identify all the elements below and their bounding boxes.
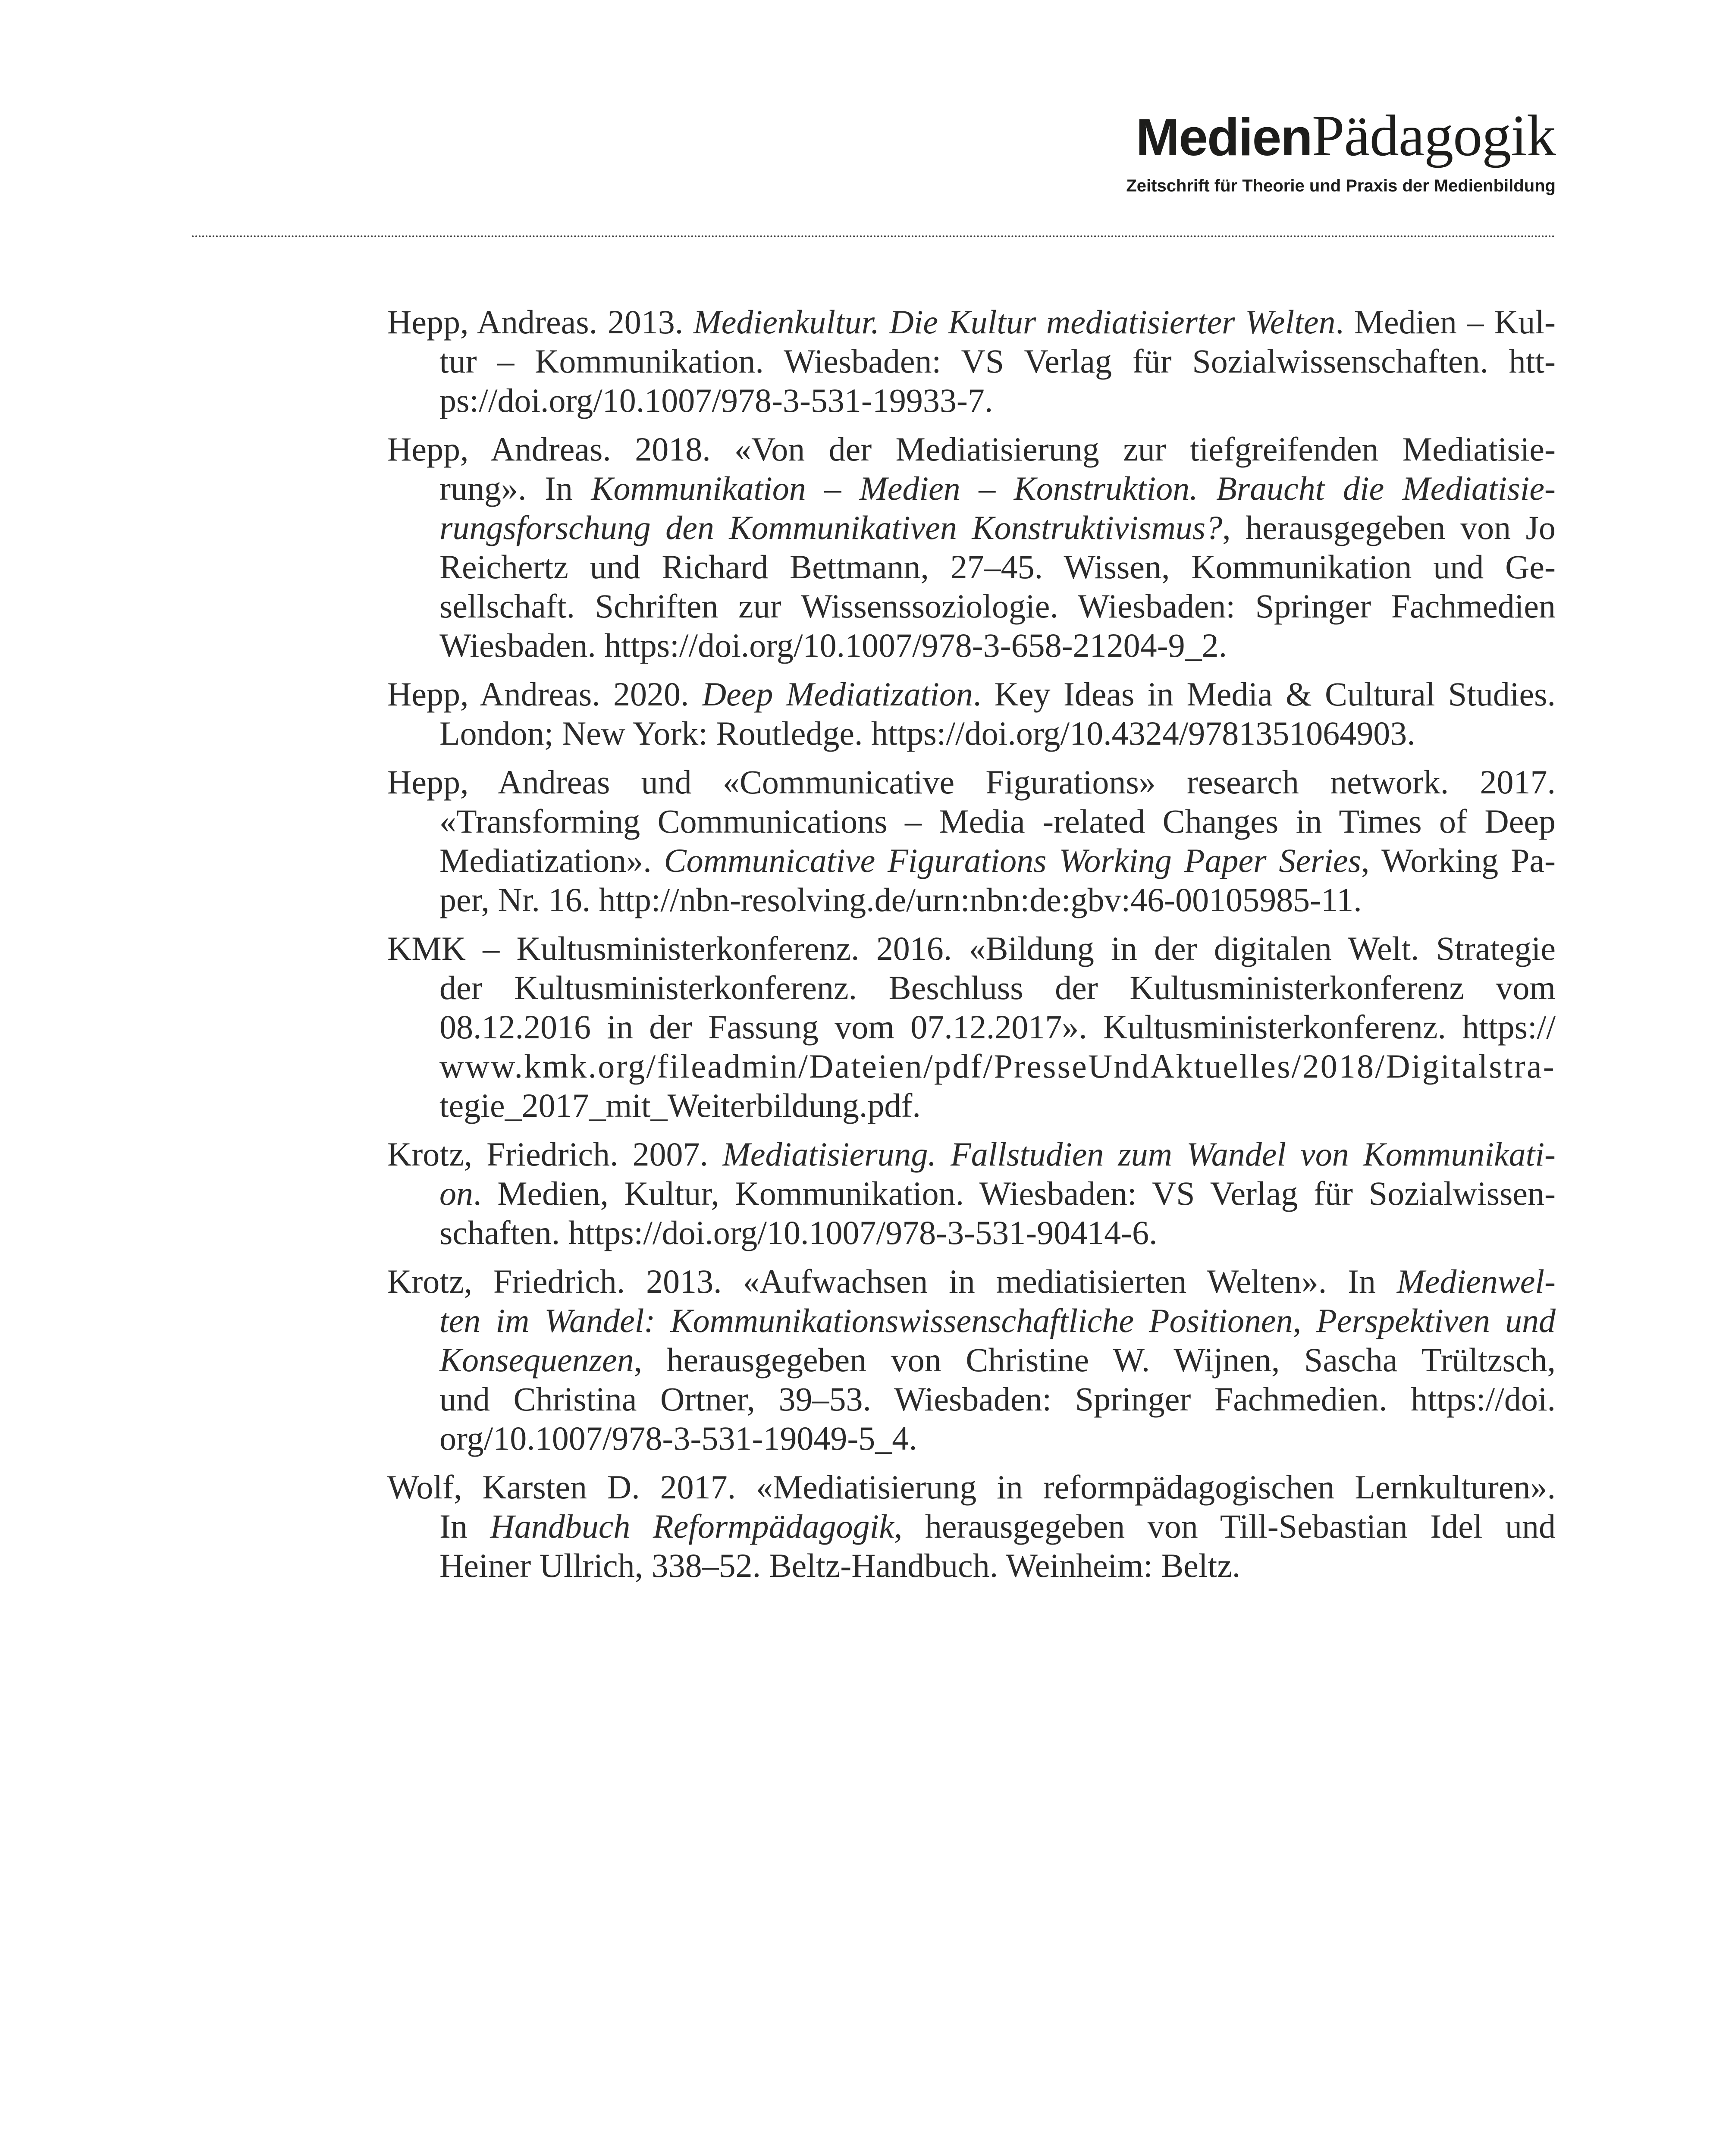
reference-text: Hepp, Andreas. 2020. bbox=[387, 675, 702, 713]
reference-text: und Christina Ortner, 39–53. Wiesbaden: Springer Fachmedien. https://doi. bbox=[439, 1380, 1556, 1418]
reference-title: Mediatisierung. Fallstudien zum Wandel von Kommunikati- bbox=[722, 1135, 1556, 1173]
reference-text: London; New York: Routledge. https://doi.org/10.4324/9781351064903. bbox=[439, 714, 1415, 752]
reference-line bbox=[387, 880, 1556, 919]
reference-line bbox=[387, 1301, 1556, 1340]
reference-line-text bbox=[387, 675, 1556, 713]
reference-line bbox=[387, 586, 1556, 626]
reference-text: Mediatization». bbox=[439, 842, 664, 879]
reference-line-text bbox=[387, 930, 1556, 967]
reference-line-text bbox=[387, 303, 1556, 341]
reference-text: Wolf, Karsten D. 2017. «Mediatisierung in reformpädagogischen Lernkulturen». bbox=[387, 1468, 1556, 1506]
reference-text: org/10.1007/978-3-531-19049-5_4. bbox=[439, 1420, 917, 1457]
reference-title: ten im Wandel: Kommunikationswissenschaftliche Positionen, Perspektiven und bbox=[439, 1302, 1556, 1339]
reference-line-text bbox=[439, 1214, 1158, 1251]
reference-line-text bbox=[439, 1302, 1556, 1339]
reference-title: Communicative Figurations Working Paper Series bbox=[664, 842, 1362, 879]
reference-text: tegie_2017_mit_Weiterbildung.pdf. bbox=[439, 1087, 921, 1124]
reference-line-text bbox=[439, 587, 1556, 625]
reference-line-text bbox=[439, 470, 1556, 507]
reference-line bbox=[387, 674, 1556, 714]
reference-text: . Medien – Kul- bbox=[1335, 303, 1556, 341]
reference-text: . Medien, Kultur, Kommunikation. Wiesbaden: VS Verlag für Sozialwissen- bbox=[473, 1175, 1556, 1212]
reference-line-text bbox=[387, 1263, 1556, 1300]
reference-text: ps://doi.org/10.1007/978-3-531-19933-7. bbox=[439, 382, 993, 419]
reference-title: rungsforschung den Kommunikativen Konstruktivismus? bbox=[439, 509, 1223, 546]
reference-line bbox=[387, 1340, 1556, 1379]
reference-line bbox=[387, 1174, 1556, 1213]
reference-line-text bbox=[439, 1547, 1240, 1584]
reference-entry bbox=[387, 429, 1556, 665]
reference-line-text bbox=[439, 382, 993, 419]
reference-line-text bbox=[439, 1175, 1556, 1212]
reference-text: Heiner Ullrich, 338–52. Beltz-Handbuch. Weinheim: Beltz. bbox=[439, 1547, 1241, 1584]
reference-list bbox=[387, 302, 1556, 1595]
reference-text: «Transforming Communications – Media -related Changes in Times of Deep bbox=[439, 802, 1556, 840]
reference-line bbox=[387, 342, 1556, 381]
reference-line bbox=[387, 1546, 1556, 1585]
reference-title: Medienwel- bbox=[1396, 1263, 1556, 1300]
reference-title: on bbox=[439, 1175, 473, 1212]
reference-line bbox=[387, 841, 1556, 880]
reference-line bbox=[387, 714, 1556, 753]
reference-line-text bbox=[439, 1420, 917, 1457]
reference-line-text bbox=[439, 1507, 1556, 1545]
reference-text: In bbox=[439, 1507, 490, 1545]
reference-entry bbox=[387, 1134, 1556, 1252]
reference-line-text bbox=[439, 714, 1415, 752]
reference-line bbox=[387, 547, 1556, 586]
reference-line-text bbox=[439, 969, 1556, 1006]
reference-line bbox=[387, 1007, 1556, 1047]
reference-entry bbox=[387, 929, 1556, 1125]
reference-line bbox=[387, 381, 1556, 420]
logo-wordmark-bold: Medien bbox=[1136, 108, 1312, 166]
logo-wordmark-serif: Pädagogik bbox=[1312, 103, 1556, 168]
reference-line-text bbox=[439, 802, 1556, 840]
reference-text: . Key Ideas in Media & Cultural Studies. bbox=[973, 675, 1556, 713]
reference-title: Medienkultur. Die Kultur mediatisierter Welten bbox=[693, 303, 1336, 341]
reference-text: Krotz, Friedrich. 2007. bbox=[387, 1135, 722, 1173]
reference-line bbox=[387, 508, 1556, 547]
reference-text: , herausgegeben von Jo bbox=[1222, 509, 1556, 546]
reference-text: per, Nr. 16. http://nbn-resolving.de/urn:nbn:de:gbv:46-00105985-11. bbox=[439, 881, 1362, 918]
reference-text: schaften. https://doi.org/10.1007/978-3-531-90414-6. bbox=[439, 1214, 1158, 1251]
reference-text: Krotz, Friedrich. 2013. «Aufwachsen in mediatisierten Welten». In bbox=[387, 1263, 1397, 1300]
reference-title: Kommunikation – Medien – Konstruktion. Braucht die Mediatisie- bbox=[591, 470, 1556, 507]
reference-line bbox=[387, 469, 1556, 508]
reference-line bbox=[387, 1467, 1556, 1507]
reference-text: KMK – Kultusministerkonferenz. 2016. «Bildung in der digitalen Welt. Strategie bbox=[387, 930, 1556, 967]
reference-line-text bbox=[387, 763, 1556, 801]
reference-text: Hepp, Andreas und «Communicative Figurations» research network. 2017. bbox=[387, 763, 1556, 801]
reference-line bbox=[387, 968, 1556, 1007]
reference-line bbox=[387, 1047, 1556, 1086]
reference-line-text bbox=[387, 430, 1556, 468]
reference-entry bbox=[387, 674, 1556, 753]
reference-line-text bbox=[439, 342, 1556, 380]
reference-line bbox=[387, 1213, 1556, 1252]
reference-line-text bbox=[439, 1341, 1556, 1379]
reference-text: Hepp, Andreas. 2018. «Von der Mediatisierung zur tiefgreifenden Mediatisie- bbox=[387, 430, 1556, 468]
reference-title: Konsequenzen bbox=[439, 1341, 634, 1379]
reference-text: , Working Pa- bbox=[1361, 842, 1556, 879]
reference-line-text bbox=[439, 1047, 1556, 1085]
reference-line-text bbox=[439, 881, 1362, 918]
reference-text: Reichertz und Richard Bettmann, 27–45. Wissen, Kommunikation und Ge- bbox=[439, 548, 1556, 586]
reference-line-text bbox=[387, 1135, 1556, 1173]
reference-text: sellschaft. Schriften zur Wissenssoziologie. Wiesbaden: Springer Fachmedien bbox=[439, 587, 1556, 625]
reference-text: , herausgegeben von Till-Sebastian Idel und bbox=[894, 1507, 1556, 1545]
reference-line-text bbox=[439, 627, 1227, 664]
journal-subtitle: Zeitschrift für Theorie und Praxis der Medienbildung bbox=[1126, 176, 1556, 195]
reference-line bbox=[387, 429, 1556, 469]
reference-line bbox=[387, 929, 1556, 968]
reference-text: tur – Kommunikation. Wiesbaden: VS Verlag für Sozialwissenschaften. htt- bbox=[439, 342, 1556, 380]
header-divider bbox=[192, 235, 1556, 237]
reference-line bbox=[387, 1507, 1556, 1546]
reference-text: rung». In bbox=[439, 470, 591, 507]
reference-line bbox=[387, 802, 1556, 841]
reference-line bbox=[387, 1086, 1556, 1125]
reference-entry bbox=[387, 302, 1556, 420]
reference-line bbox=[387, 1134, 1556, 1174]
reference-line-text bbox=[387, 1468, 1556, 1506]
reference-line-text bbox=[439, 1008, 1556, 1046]
reference-line bbox=[387, 1379, 1556, 1419]
reference-text: der Kultusministerkonferenz. Beschluss der Kultusministerkonferenz vom bbox=[439, 969, 1556, 1006]
reference-line bbox=[387, 1419, 1556, 1458]
reference-entry bbox=[387, 1467, 1556, 1585]
reference-text: www.kmk.org/fileadmin/Dateien/pdf/PresseUndAktuelles/2018/Digitalstra- bbox=[439, 1047, 1556, 1085]
reference-entry bbox=[387, 762, 1556, 919]
reference-text: , herausgegeben von Christine W. Wijnen, Sascha Trültzsch, bbox=[634, 1341, 1556, 1379]
reference-line-text bbox=[439, 509, 1556, 546]
reference-line bbox=[387, 626, 1556, 665]
reference-text: 08.12.2016 in der Fassung vom 07.12.2017». Kultusministerkonferenz. https:// bbox=[439, 1008, 1556, 1046]
reference-title: Deep Mediatization bbox=[702, 675, 973, 713]
reference-text: Wiesbaden. https://doi.org/10.1007/978-3-658-21204-9_2. bbox=[439, 627, 1227, 664]
reference-line bbox=[387, 1262, 1556, 1301]
reference-line-text bbox=[439, 1087, 921, 1124]
reference-title: Handbuch Reformpädagogik bbox=[490, 1507, 894, 1545]
reference-line-text bbox=[439, 842, 1556, 879]
reference-line-text bbox=[439, 548, 1556, 586]
reference-text: Hepp, Andreas. 2013. bbox=[387, 303, 693, 341]
reference-entry bbox=[387, 1262, 1556, 1458]
reference-line bbox=[387, 302, 1556, 342]
journal-logo bbox=[1136, 103, 1556, 169]
reference-line-text bbox=[439, 1380, 1556, 1418]
reference-line bbox=[387, 762, 1556, 802]
